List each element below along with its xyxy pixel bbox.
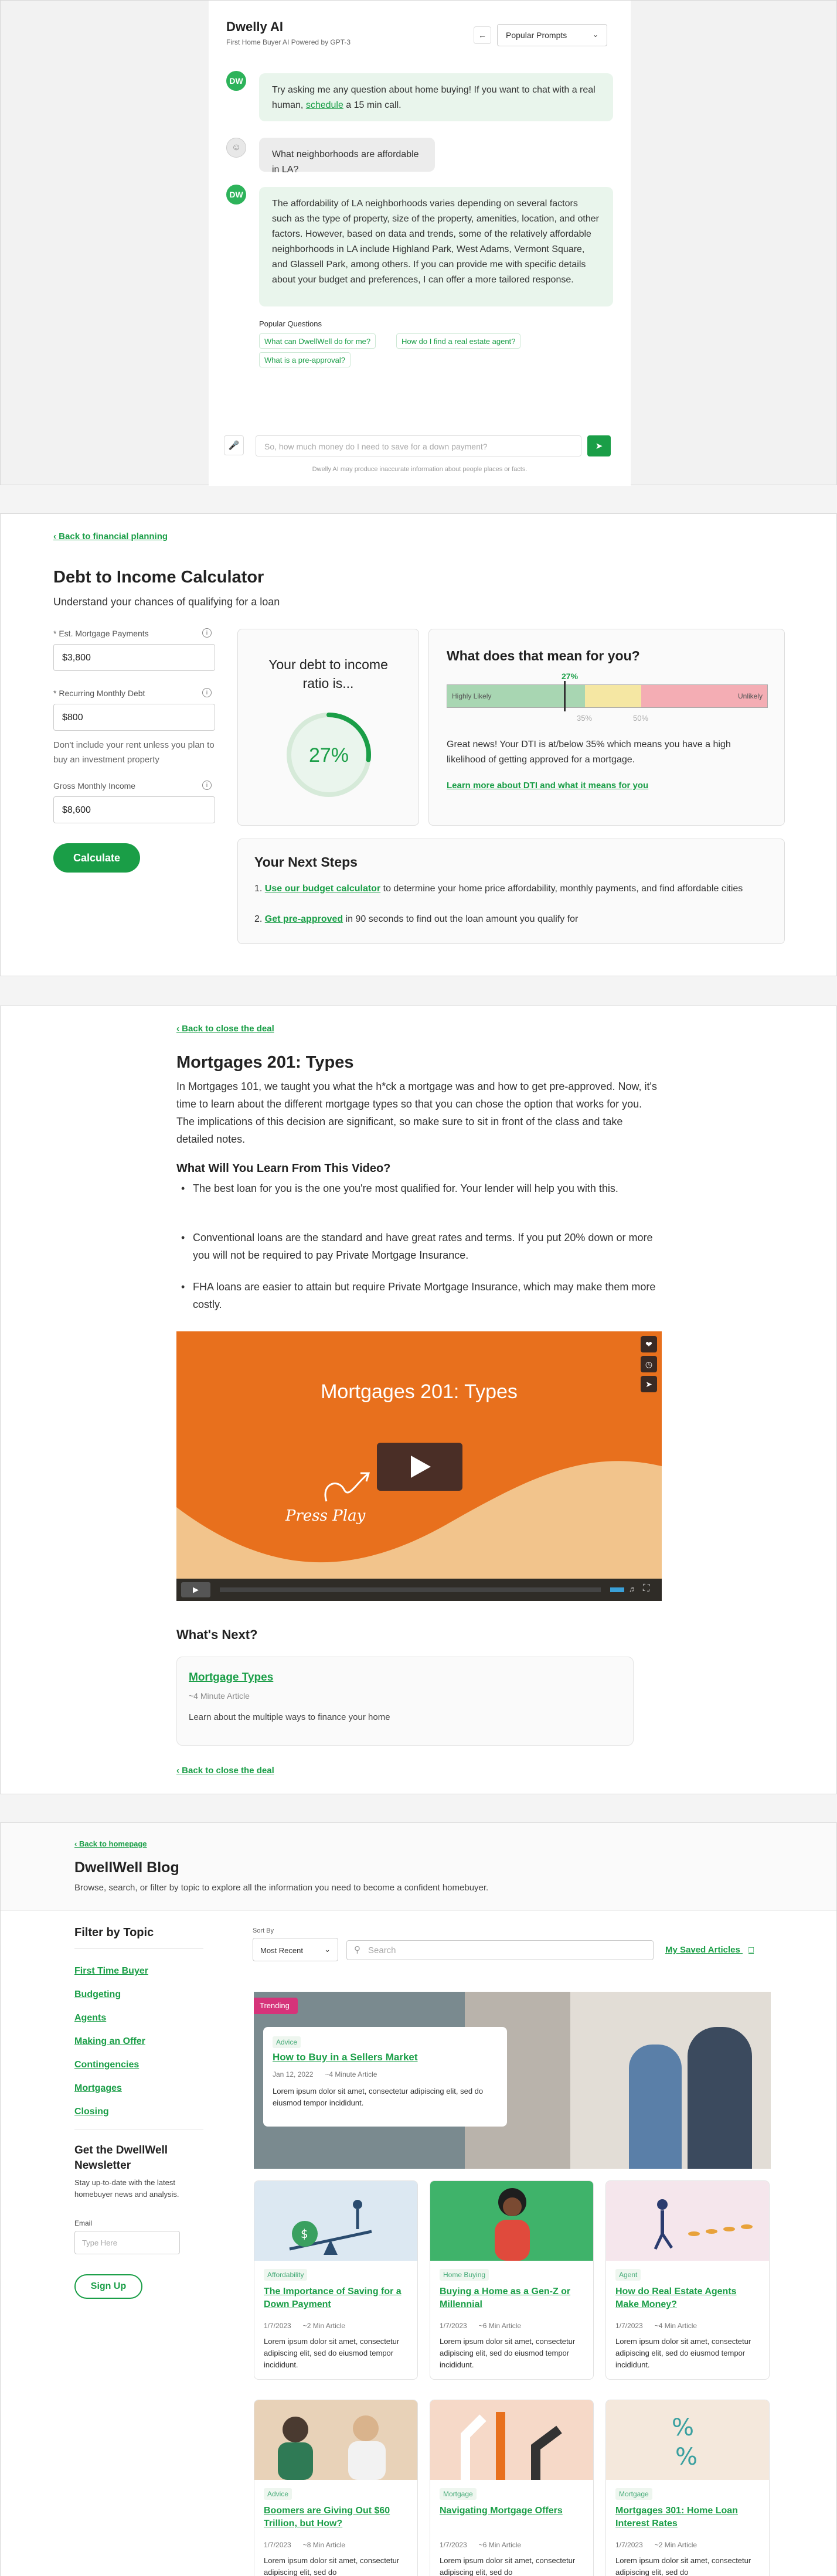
- chat-panel: [0, 0, 837, 485]
- press-play-text: Press Play: [285, 1507, 366, 1525]
- next-article-card[interactable]: [176, 1657, 634, 1746]
- learn-title: What Will You Learn From This Video?: [176, 1162, 391, 1175]
- gross-income-label: Gross Monthly Income: [53, 781, 136, 790]
- article-tile[interactable]: [605, 2400, 770, 2576]
- ratio-value: 27%: [308, 744, 349, 766]
- meter-marker-label: 27%: [562, 672, 579, 681]
- learn-more-dti-link[interactable]: Learn more about DTI and what it means for you: [447, 781, 649, 790]
- step-2-text: in 90 seconds to find out the loan amount you qualify for: [343, 914, 579, 924]
- blog-header: [1, 1823, 836, 1911]
- topic-budgeting[interactable]: Budgeting: [74, 1989, 121, 1999]
- volume-slider[interactable]: [610, 1587, 624, 1592]
- bot-reply: The affordability of LA neighborhoods varies depending on several factors such as the type of property, size of the property, amenities, location, and other factors. However, based on data and trends, some of the relatively affordable neighborhoods in LA include Highland Park, West Adams, Vermont Square, and Glassell Park, among others. If you can provide me with specific details about your budget and preferences, I can offer a more tailored response.: [259, 187, 613, 306]
- article-tile[interactable]: [430, 2400, 594, 2576]
- info-icon[interactable]: i: [202, 628, 212, 638]
- svg-text:$: $: [301, 2227, 308, 2241]
- tile-meta: 1/7/2023 ~2 Min Article: [615, 2541, 698, 2549]
- feature-title[interactable]: How to Buy in a Sellers Market: [273, 2052, 418, 2063]
- article-intro: In Mortgages 101, we taught you what the h*ck a mortgage was and how to get pre-approved. Now, it's time to learn about the different mortgage types so that you can chose the option that works for you. The implications of this decision are significant, so make sure to sit in front of the class and take detailed notes.: [176, 1081, 657, 1145]
- feature-card: [263, 2027, 507, 2127]
- chat-input[interactable]: So, how much money do I need to save for a down payment?: [256, 435, 581, 456]
- tile-desc: Lorem ipsum dolor sit amet, consectetur adipiscing elit, sed do: [264, 2556, 400, 2576]
- topic-making-an-offer[interactable]: Making an Offer: [74, 2036, 145, 2046]
- step-2-number: 2.: [254, 914, 265, 924]
- feature-person-1: [629, 2045, 682, 2169]
- step-1-text: to determine your home price affordability, monthly payments, and find affordable cities: [380, 884, 743, 894]
- mortgage-payments-label: * Est. Mortgage Payments: [53, 629, 149, 638]
- next-steps-title: Your Next Steps: [254, 854, 358, 870]
- popular-prompts-label: Popular Prompts: [506, 30, 567, 40]
- email-input[interactable]: Type Here: [74, 2231, 180, 2254]
- meter-highly-likely: Highly Likely: [447, 685, 585, 707]
- chevron-down-icon: ⌄: [324, 1945, 331, 1954]
- back-link-label: Back to close the deal: [182, 1024, 274, 1034]
- mortgage-payments-field[interactable]: $3,800: [53, 644, 215, 671]
- tile-tag: Advice: [264, 2488, 292, 2500]
- chat-title: Dwelly AI: [226, 19, 283, 34]
- bot-message-text-end: a 15 min call.: [343, 100, 402, 110]
- tile-title[interactable]: Buying a Home as a Gen-Z or Millennial: [440, 2287, 571, 2309]
- tile-desc: Lorem ipsum dolor sit amet, consectetur adipiscing elit, sed do eiusmod tempor incididunt.: [615, 2337, 751, 2369]
- tile-image: [430, 2181, 593, 2261]
- back-to-homepage-link[interactable]: [74, 1839, 147, 1848]
- piggy-bank-seesaw-icon: [254, 2181, 418, 2261]
- ratio-title: Your debt to income ratio is...: [268, 657, 388, 691]
- chip-pre-approval[interactable]: What is a pre-approval?: [259, 352, 351, 367]
- popular-prompts-select[interactable]: [497, 24, 607, 46]
- article-tile[interactable]: [254, 2400, 418, 2576]
- tile-image: [606, 2400, 769, 2480]
- featured-article[interactable]: [254, 1992, 771, 2169]
- chip-find-agent[interactable]: How do I find a real estate agent?: [396, 333, 520, 349]
- monthly-debt-label: * Recurring Monthly Debt: [53, 689, 145, 698]
- tile-title[interactable]: Navigating Mortgage Offers: [440, 2506, 563, 2516]
- feature-tag: Advice: [273, 2036, 301, 2048]
- page-title: Debt to Income Calculator: [53, 568, 264, 587]
- back-to-financial-planning-link[interactable]: [53, 531, 168, 541]
- maze-arrows-icon: [430, 2400, 594, 2480]
- page-lead: Understand your chances of qualifying for a loan: [53, 596, 280, 608]
- meaning-text: Great news! Your DTI is at/below 35% which means you have a high likelihood of getting approved for a mortgage.: [447, 740, 731, 765]
- whats-next-title: What's Next?: [176, 1627, 258, 1642]
- get-pre-approved-link[interactable]: Get pre-approved: [264, 914, 343, 924]
- tile-desc: Lorem ipsum dolor sit amet, consectetur adipiscing elit, sed do eiusmod tempor incididunt.: [264, 2337, 400, 2369]
- svg-text:%: %: [675, 2444, 698, 2471]
- play-icon: [377, 1443, 462, 1491]
- arrow-doodle-icon: [321, 1466, 373, 1507]
- share-icon[interactable]: ➤: [641, 1376, 657, 1392]
- microphone-icon[interactable]: 🎤: [224, 435, 244, 455]
- tile-meta: 1/7/2023 ~4 Min Article: [615, 2322, 698, 2330]
- chat-column: [209, 1, 631, 486]
- search-icon: ⚲: [354, 1945, 360, 1955]
- feature-person-2: [688, 2027, 752, 2169]
- chevron-left-icon: ‹: [74, 1839, 79, 1848]
- video-controls: [176, 1579, 662, 1601]
- play-button[interactable]: [377, 1443, 462, 1491]
- blog-panel: [0, 1822, 837, 2576]
- percent-tower-icon: [606, 2400, 770, 2480]
- ratio-card: [237, 629, 419, 826]
- article-tile[interactable]: [605, 2180, 770, 2380]
- dti-panel: [0, 513, 837, 976]
- tile-image: [254, 2181, 417, 2261]
- tile-image: [430, 2400, 593, 2480]
- bot-avatar: DW: [226, 185, 246, 205]
- video-title: Mortgages 201: Types: [321, 1381, 518, 1403]
- filter-title: Filter by Topic: [74, 1926, 154, 1939]
- chevron-left-icon: ‹: [53, 531, 59, 541]
- tile-meta: 1/7/2023 ~6 Min Article: [440, 2541, 522, 2549]
- back-arrow-icon[interactable]: ←: [474, 26, 491, 44]
- topic-agents[interactable]: Agents: [74, 2013, 107, 2023]
- saved-articles-label: My Saved Articles: [665, 1945, 740, 1955]
- newsletter-title: Get the DwellWell Newsletter: [74, 2144, 168, 2172]
- agent-coins-icon: [606, 2181, 770, 2261]
- tile-tag: Home Buying: [440, 2269, 489, 2281]
- next-article-desc: Learn about the multiple ways to finance your home: [189, 1712, 390, 1722]
- article-tile[interactable]: [254, 2180, 418, 2380]
- chat-subtitle: First Home Buyer AI Powered by GPT-3: [226, 38, 351, 46]
- meter-tick-35: 35%: [577, 714, 593, 723]
- small-play-icon[interactable]: ▶: [181, 1582, 210, 1597]
- user-avatar-icon: ☺: [226, 138, 246, 158]
- heart-icon[interactable]: ❤: [641, 1336, 657, 1352]
- back-link-label: Back to homepage: [79, 1839, 147, 1848]
- send-icon[interactable]: ➤: [587, 435, 611, 456]
- tile-image: [254, 2400, 417, 2480]
- feature-desc: Lorem ipsum dolor sit amet, consectetur adipiscing elit, sed do eiusmod tempor incididunt.: [273, 2087, 484, 2107]
- bullet-item: • FHA loans are easier to attain but require Private Mortgage Insurance, which may make them more costly.: [176, 1278, 657, 1313]
- back-link-label: Back to financial planning: [59, 531, 168, 541]
- chip-what-can-dwellwell-do[interactable]: What can DwellWell do for me?: [259, 333, 376, 349]
- bookmark-icon: □: [748, 1945, 754, 1955]
- article-tile[interactable]: [430, 2180, 594, 2380]
- gross-income-field[interactable]: $8,600: [53, 796, 215, 823]
- bullet-item: • Conventional loans are the standard and have great rates and terms. If you put 20% down or more you will not be required to pay Private Mortgage Insurance.: [176, 1229, 657, 1264]
- search-placeholder: Search: [368, 1945, 396, 1955]
- debt-hint: Don't include your rent unless you plan to buy an investment property: [53, 740, 215, 765]
- clock-icon[interactable]: ◷: [641, 1356, 657, 1372]
- disclaimer: Dwelly AI may produce inaccurate information about people places or facts.: [312, 466, 528, 473]
- video-progress-bar[interactable]: [220, 1587, 601, 1592]
- step-1-number: 1.: [254, 884, 265, 894]
- sort-select[interactable]: [253, 1938, 338, 1961]
- meter-unlikely: Unlikely: [641, 685, 767, 707]
- meter-marker: [564, 681, 566, 711]
- email-label: Email: [74, 2219, 93, 2227]
- saved-articles-link[interactable]: [665, 1945, 754, 1955]
- divider: [74, 1948, 203, 1949]
- blog-title: DwellWell Blog: [74, 1859, 179, 1876]
- woman-phone-photo-icon: [430, 2181, 594, 2261]
- sort-label: Sort By: [253, 1927, 274, 1934]
- video-player[interactable]: [176, 1331, 662, 1601]
- next-steps-card: [237, 839, 785, 944]
- bot-avatar: DW: [226, 71, 246, 91]
- topic-first-time-buyer[interactable]: First Time Buyer: [74, 1966, 148, 1976]
- search-input[interactable]: [346, 1940, 654, 1960]
- back-to-close-deal-link-bottom[interactable]: [176, 1766, 274, 1776]
- likelihood-meter: [447, 684, 768, 708]
- chevron-left-icon: ‹: [176, 1766, 182, 1776]
- tile-meta: 1/7/2023 ~6 Min Article: [440, 2322, 522, 2330]
- fullscreen-icon[interactable]: ⛶: [643, 1583, 650, 1593]
- tile-tag: Affordability: [264, 2269, 307, 2281]
- chevron-down-icon: ⌄: [592, 30, 598, 39]
- info-icon[interactable]: i: [202, 781, 212, 790]
- budget-calculator-link[interactable]: Use our budget calculator: [264, 884, 381, 894]
- user-message: What neighborhoods are affordable in LA?: [259, 138, 435, 172]
- next-article-title[interactable]: Mortgage Types: [189, 1671, 274, 1684]
- monthly-debt-field[interactable]: $800: [53, 704, 215, 731]
- tile-title[interactable]: Boomers are Giving Out $60 Trillion, but How?: [264, 2506, 390, 2529]
- topic-contingencies[interactable]: Contingencies: [74, 2060, 140, 2070]
- bot-message-text: Try asking me any question about home buying! If you want to chat with a real human,: [272, 85, 596, 110]
- mortgage-article-panel: [0, 1006, 837, 1794]
- bot-message: [259, 73, 613, 121]
- blog-subtitle: Browse, search, or filter by topic to explore all the information you need to become a confident homebuyer.: [74, 1883, 489, 1893]
- volume-icon[interactable]: ♬: [629, 1585, 637, 1593]
- feature-meta: Jan 12, 2022 ~4 Minute Article: [273, 2070, 377, 2078]
- info-icon[interactable]: i: [202, 688, 212, 697]
- sort-value: Most Recent: [260, 1946, 303, 1955]
- tile-title[interactable]: How do Real Estate Agents Make Money?: [615, 2287, 737, 2309]
- tile-desc: Lorem ipsum dolor sit amet, consectetur adipiscing elit, sed do: [440, 2556, 576, 2576]
- meaning-title: What does that mean for you?: [447, 648, 640, 663]
- popular-questions-label: Popular Questions: [259, 319, 322, 328]
- tile-tag: Mortgage: [615, 2488, 652, 2500]
- tile-title[interactable]: Mortgages 301: Home Loan Interest Rates: [615, 2506, 738, 2529]
- topic-closing[interactable]: Closing: [74, 2107, 109, 2117]
- back-link-label: Back to close the deal: [182, 1766, 274, 1776]
- newsletter-desc: Stay up-to-date with the latest homebuyer news and analysis.: [74, 2178, 179, 2199]
- meter-tick-50: 50%: [633, 714, 649, 723]
- next-article-meta: ~4 Minute Article: [189, 1691, 250, 1701]
- svg-text:%: %: [672, 2414, 695, 2441]
- tile-tag: Mortgage: [440, 2488, 477, 2500]
- tile-tag: Agent: [615, 2269, 641, 2281]
- article-title: Mortgages 201: Types: [176, 1053, 354, 1072]
- calculate-button[interactable]: Calculate: [53, 843, 140, 873]
- tile-desc: Lorem ipsum dolor sit amet, consectetur adipiscing elit, sed do eiusmod tempor incididunt.: [440, 2337, 576, 2369]
- back-to-close-deal-link[interactable]: [176, 1024, 274, 1034]
- bullet-item: • The best loan for you is the one you're most qualified for. Your lender will help you with this.: [176, 1180, 657, 1197]
- meaning-card: [428, 629, 785, 826]
- schedule-link[interactable]: schedule: [305, 100, 343, 110]
- sign-up-button[interactable]: Sign Up: [74, 2274, 142, 2299]
- couple-photo-icon: [254, 2400, 418, 2480]
- tile-desc: Lorem ipsum dolor sit amet, consectetur adipiscing elit, sed do: [615, 2556, 751, 2576]
- chevron-left-icon: ‹: [176, 1024, 182, 1034]
- step-1: [254, 881, 770, 897]
- meter-moderate: [585, 685, 641, 707]
- tile-title[interactable]: The Importance of Saving for a Down Payment: [264, 2287, 402, 2309]
- step-2: [254, 912, 770, 927]
- tile-meta: 1/7/2023 ~8 Min Article: [264, 2541, 346, 2549]
- trending-badge: Trending: [254, 1998, 298, 2014]
- topic-mortgages[interactable]: Mortgages: [74, 2083, 122, 2093]
- tile-image: [606, 2181, 769, 2261]
- tile-meta: 1/7/2023 ~2 Min Article: [264, 2322, 346, 2330]
